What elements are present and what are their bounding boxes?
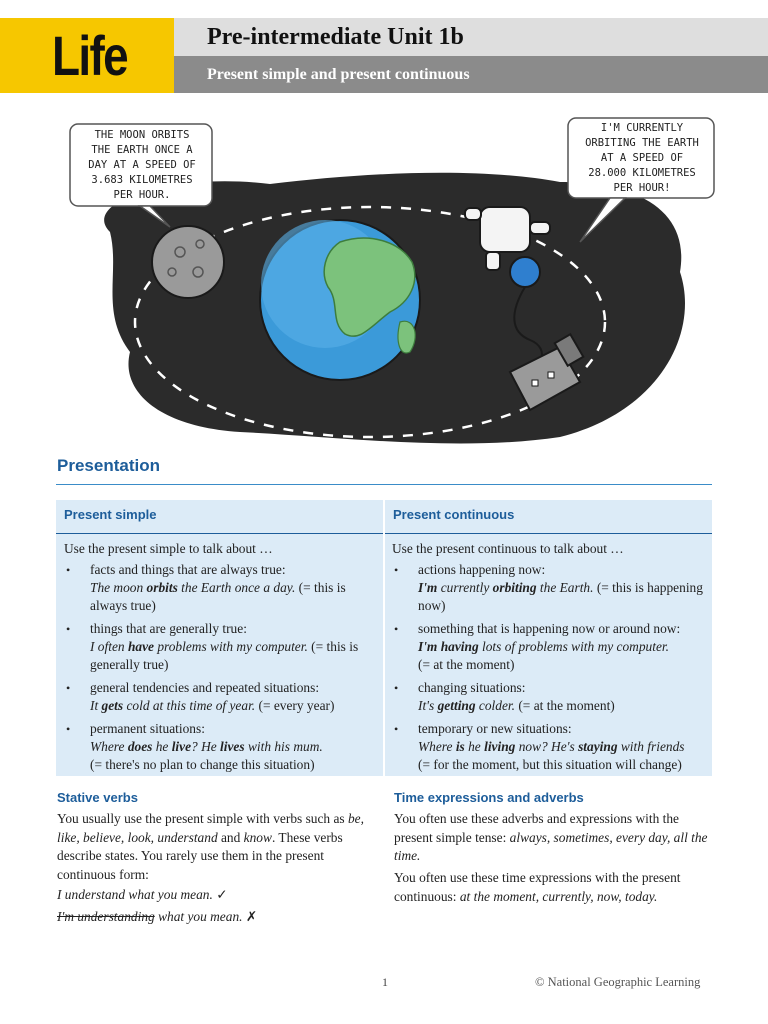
continuous-note: (= this is happening now) (418, 580, 703, 613)
page-number: 1 (382, 975, 388, 989)
stative-verbs-text: You usually use the present simple with verbs such as be, like, believe, look, understand and know. These verbs describe states. You rarely use them in the present continuous form: (57, 811, 364, 882)
simple-note: (= this is generally true) (90, 639, 359, 672)
page-subtitle: Present simple and present continuous (174, 56, 768, 93)
bubble-left-line: THE MOON ORBITS (94, 129, 190, 141)
time-expressions-p1: You often use these adverbs and expressions with the present simple tense: always, sometimes, every day, all the time. (394, 811, 708, 863)
simple-example: The moon orbits the Earth once a day. (90, 580, 296, 595)
continuous-note: (= at the moment) (418, 657, 515, 672)
simple-example: Where does he live? He lives with his mum. (90, 739, 323, 754)
continuous-item-label: • changing situations: (418, 680, 526, 695)
time-expressions-heading: Time expressions and adverbs (394, 790, 584, 805)
simple-note: (= every year) (255, 698, 335, 713)
bubble-right-line: AT A SPEED OF (600, 152, 684, 164)
space-illustration (40, 112, 730, 457)
present-simple-column (64, 536, 376, 779)
simple-note: (= there's no plan to change this situation) (90, 757, 315, 772)
simple-intro: Use the present simple to talk about … (64, 541, 273, 556)
continuous-example: I'm currently orbiting the Earth. (418, 580, 594, 595)
bubble-left-text (72, 128, 212, 203)
simple-item-label: • facts and things that are always true: (90, 562, 286, 577)
bubble-left-line: THE EARTH ONCE A (91, 144, 193, 156)
list-item (64, 720, 376, 774)
life-logo (0, 18, 174, 93)
logo-text: Life (52, 24, 128, 87)
bubble-right-line: PER HOUR! (613, 182, 671, 194)
stative-wrong-example: I'm understanding what you mean. ✗ (57, 909, 258, 924)
simple-example: I often have problems with my computer. (90, 639, 308, 654)
presentation-divider (56, 484, 712, 485)
continuous-example: It's getting colder. (418, 698, 515, 713)
list-item (64, 561, 376, 615)
simple-item-label: • permanent situations: (90, 721, 205, 736)
simple-example: It gets cold at this time of year. (90, 698, 256, 713)
time-expressions-p2: You often use these time expressions with the present continuous: at the moment, currently, now, today. (394, 870, 681, 904)
present-continuous-column (392, 536, 708, 779)
continuous-item-label: • something that is happening now or around now: (418, 621, 681, 636)
present-continuous-header: Present continuous (385, 500, 712, 534)
continuous-example: Where is he living now? He's staying with friends (418, 739, 685, 754)
simple-item-label: • things that are generally true: (90, 621, 247, 636)
simple-note: (= this is always true) (90, 580, 346, 613)
bubble-right-text (570, 121, 714, 196)
continuous-item-label: • temporary or new situations: (418, 721, 572, 736)
continuous-note: (= at the moment) (514, 698, 615, 713)
cross-icon: ✗ (245, 909, 258, 924)
list-item (392, 679, 708, 715)
continuous-item-label: • actions happening now: (418, 562, 546, 577)
bubble-right-line: I'M CURRENTLY (600, 122, 684, 134)
stative-correct-example: I understand what you mean. ✓ (57, 887, 228, 902)
list-item (392, 561, 708, 615)
list-item (392, 620, 708, 674)
copyright: © National Geographic Learning (535, 975, 701, 989)
grammar-table (56, 500, 712, 776)
present-simple-header: Present simple (56, 500, 383, 534)
list-item (392, 720, 708, 774)
column-divider (383, 500, 385, 776)
continuous-example: I'm having lots of problems with my computer. (418, 639, 669, 654)
bubble-left-line: DAY AT A SPEED OF (88, 159, 196, 171)
continuous-note: (= for the moment, but this situation will change) (418, 757, 682, 772)
presentation-heading: Presentation (57, 456, 160, 475)
continuous-intro: Use the present continuous to talk about … (392, 541, 624, 556)
bubble-left-line: 3.683 KILOMETRES (91, 174, 193, 186)
page-title: Pre-intermediate Unit 1b (174, 18, 768, 56)
check-icon: ✓ (216, 887, 228, 902)
list-item (64, 679, 376, 715)
bubble-left-line: PER HOUR. (113, 189, 171, 201)
simple-item-label: • general tendencies and repeated situations: (90, 680, 320, 695)
list-item (64, 620, 376, 674)
bubble-right-line: 28.000 KILOMETRES (588, 167, 696, 179)
earth (260, 220, 420, 380)
bubble-right-line: ORBITING THE EARTH (585, 137, 699, 149)
stative-verbs-heading: Stative verbs (57, 790, 138, 805)
moon (152, 226, 224, 298)
